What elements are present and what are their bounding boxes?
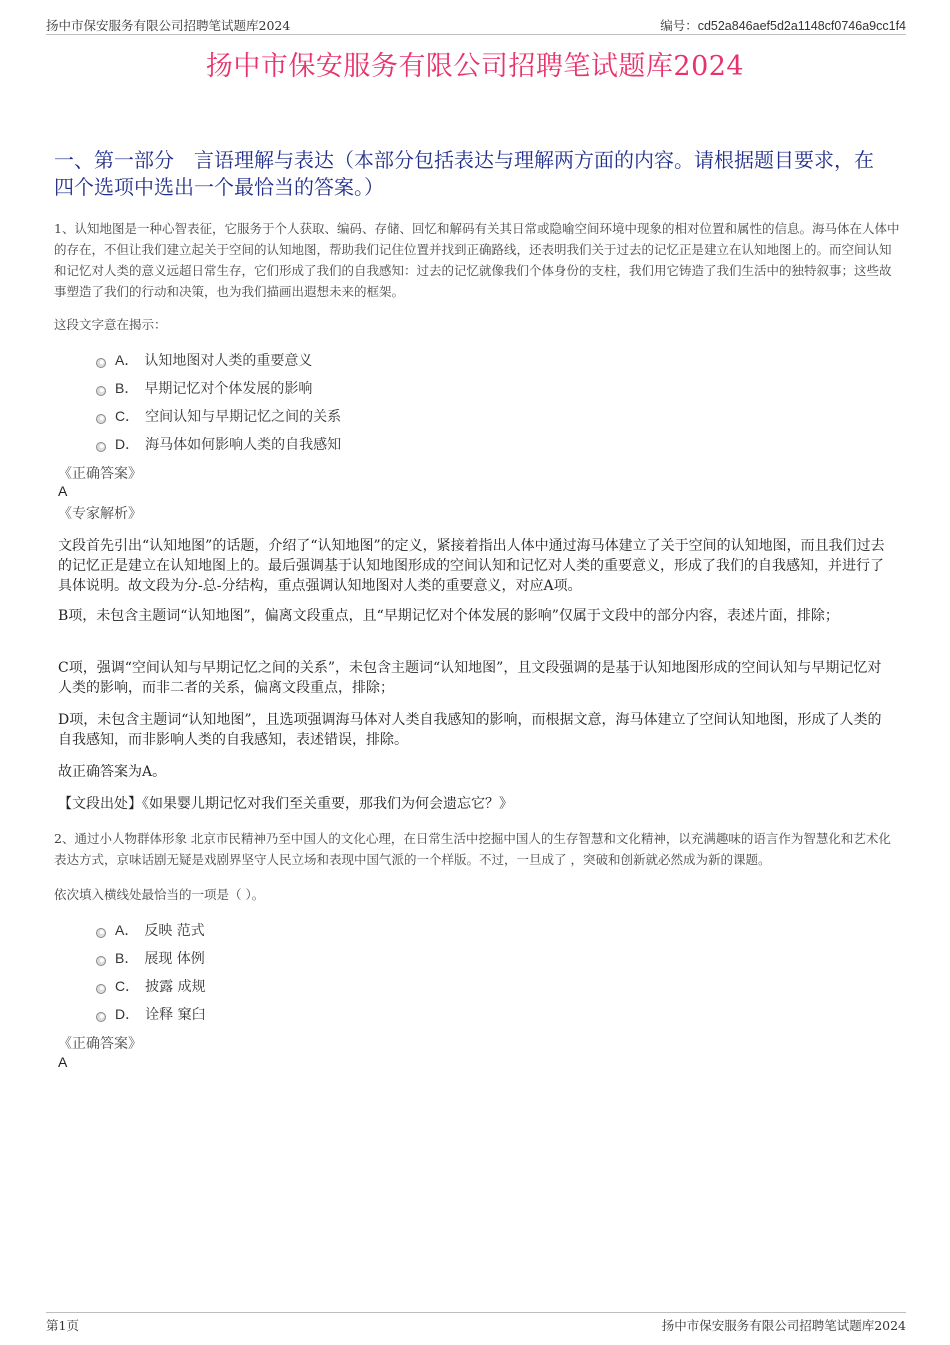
q1-answer-label: 《正确答案》 xyxy=(58,466,142,482)
q2-answer: A xyxy=(58,1054,68,1070)
q1-passage: 1、认知地图是一种心智表征，它服务于个人获取、编码、存储、回忆和解码有关其日常或隐喻空间环境中现象的相对位置和属性的信息。海马体在人体中的存在，不但让我们建立起关于空间的认知地图，帮助我们记住位置并找到正确路线，还表明我们关于过去的记忆正是建立在认知地图上的。而空间认知和记忆对人类的意义远超日常生存，它们形成了我们的自我感知：过去的记忆就像我们个体身份的支柱，我们用它铸造了我们生活中的独特叙事；这些故事塑造了我们的行动和决策，也为我们描画出遐想未来的框架。 xyxy=(54,221,900,299)
option-letter: A． xyxy=(115,352,139,368)
page-header xyxy=(46,14,906,35)
q2-answer-label: 《正确答案》 xyxy=(58,1036,142,1052)
q1-analysis-para-2: B项，未包含主题词“认知地图”，偏离文段重点，且“早期记忆对个体发展的影响”仅属于文段中的部分内容，表述片面，排除； xyxy=(58,608,839,624)
q2-option-a[interactable] xyxy=(96,916,206,944)
radio-icon[interactable] xyxy=(96,386,106,396)
q1-option-d[interactable] xyxy=(96,430,341,458)
header-code-value: cd52a846aef5d2a1148cf0746a9cc1f4 xyxy=(697,19,906,33)
option-letter: C． xyxy=(115,978,140,994)
radio-icon[interactable] xyxy=(96,1012,106,1022)
q1-analysis-conclusion: 故正确答案为A。 xyxy=(58,764,167,780)
q1-options xyxy=(96,346,341,458)
option-text: 早期记忆对个体发展的影响 xyxy=(144,381,313,397)
option-letter: A． xyxy=(115,922,139,938)
q1-analysis-source: 【文段出处】《如果婴儿期记忆对我们至关重要，那我们为何会遗忘它？》 xyxy=(58,796,513,812)
option-text: 披露 成规 xyxy=(145,979,206,995)
page-title: 扬中市保安服务有限公司招聘笔试题库2024 xyxy=(205,51,745,82)
option-letter: B． xyxy=(115,950,139,966)
option-letter: D． xyxy=(115,1006,140,1022)
option-text: 海马体如何影响人类的自我感知 xyxy=(145,437,342,453)
q1-option-b[interactable] xyxy=(96,374,341,402)
header-doc-code xyxy=(660,16,906,34)
q1-analysis-para-4: D项，未包含主题词“认知地图”，且选项强调海马体对人类自我感知的影响，而根据文意，海马体建立了空间认知地图，形成了人类的自我感知，而非影响人类的自我感知，表述错误，排除。 xyxy=(58,712,882,748)
option-letter: B． xyxy=(115,380,139,396)
q2-options xyxy=(96,916,206,1028)
footer-page-number: 第1页 xyxy=(46,1318,79,1333)
footer-doc-title: 扬中市保安服务有限公司招聘笔试题库2024 xyxy=(661,1318,906,1333)
radio-icon[interactable] xyxy=(96,928,106,938)
q2-option-d[interactable] xyxy=(96,1000,206,1028)
q2-passage: 2、通过小人物群体形象 北京市民精神乃至中国人的文化心理，在日常生活中挖掘中国人的生存智慧和文化精神，以充满趣味的语言作为智慧化和艺术化表达方式，京味话剧无疑是戏剧界坚守人民立场和表现中国气派的一个样版。不过，一旦成了 ，突破和创新就必然成为新的课题。 xyxy=(54,831,891,867)
section-heading: 一、第一部分 言语理解与表达（本部分包括表达与理解两方面的内容。请根据题目要求，在四个选项中选出一个最恰当的答案。） xyxy=(54,148,874,199)
option-text: 空间认知与早期记忆之间的关系 xyxy=(145,409,342,425)
radio-icon[interactable] xyxy=(96,442,106,452)
q1-prompt: 这段文字意在揭示： xyxy=(54,317,167,332)
q1-option-c[interactable] xyxy=(96,402,341,430)
option-text: 反映 范式 xyxy=(144,923,205,939)
radio-icon[interactable] xyxy=(96,984,106,994)
q1-analysis-para-1: 文段首先引出“认知地图”的话题，介绍了“认知地图”的定义，紧接着指出人体中通过海马体建立了关于空间的认知地图，而且我们过去的记忆正是建立在认知地图上的。最后强调基于认知地图形成的空间认知和记忆对人类的重要意义，形成了我们的自我感知，并进行了具体说明。故文段为分-总-分结构，重点强调认知地图对人类的重要意义，对应A项。 xyxy=(58,538,885,594)
option-letter: C． xyxy=(115,408,140,424)
header-doc-title: 扬中市保安服务有限公司招聘笔试题库2024 xyxy=(46,18,291,33)
q2-option-b[interactable] xyxy=(96,944,206,972)
page-footer xyxy=(46,1312,906,1335)
q2-option-c[interactable] xyxy=(96,972,206,1000)
q1-answer: A xyxy=(58,483,68,499)
q2-prompt: 依次填入横线处最恰当的一项是（ ）。 xyxy=(54,887,265,902)
header-code-label: 编号： xyxy=(660,18,698,33)
radio-icon[interactable] xyxy=(96,956,106,966)
option-text: 诠释 窠臼 xyxy=(145,1007,206,1023)
q1-analysis-para-3: C项，强调“空间认知与早期记忆之间的关系”，未包含主题词“认知地图”，且文段强调的是基于认知地图形成的空间认知与早期记忆对人类的影响，而非二者的关系，偏离文段重点，排除； xyxy=(58,660,882,696)
option-text: 认知地图对人类的重要意义 xyxy=(144,353,313,369)
radio-icon[interactable] xyxy=(96,358,106,368)
radio-icon[interactable] xyxy=(96,414,106,424)
q1-analysis-label: 《专家解析》 xyxy=(58,506,142,522)
option-letter: D． xyxy=(115,436,140,452)
q1-option-a[interactable] xyxy=(96,346,341,374)
option-text: 展现 体例 xyxy=(144,951,205,967)
